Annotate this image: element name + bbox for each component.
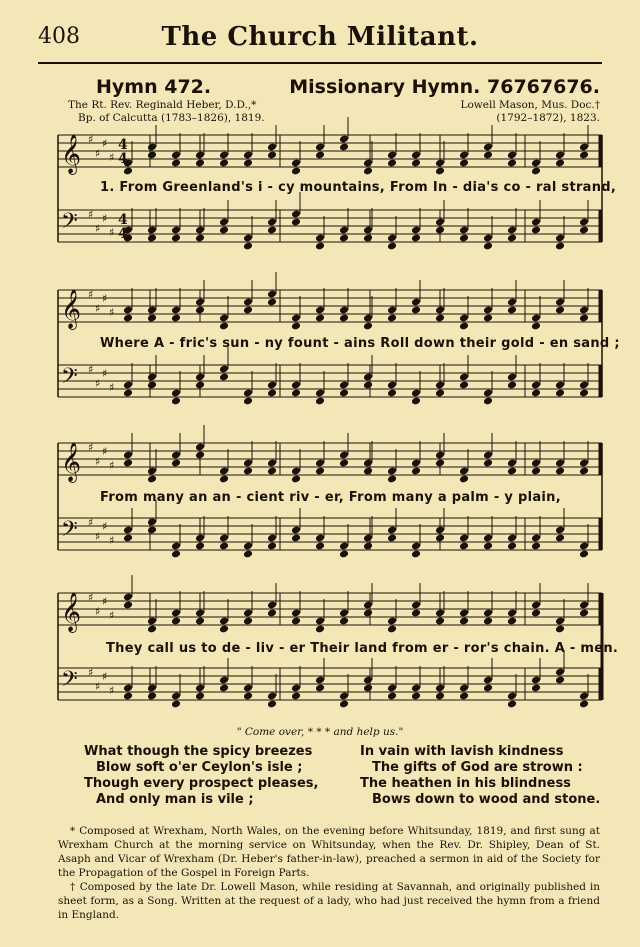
sharp-icon: ♯ xyxy=(109,534,115,547)
composer-line: Lowell Mason, Mus. Doc.† xyxy=(460,99,600,111)
note-head xyxy=(171,234,181,243)
note-head xyxy=(507,381,517,390)
note-head xyxy=(555,534,565,543)
note-head xyxy=(483,684,493,693)
note-head xyxy=(195,542,205,551)
note-head xyxy=(555,625,565,634)
note-head xyxy=(555,467,565,476)
note-head xyxy=(531,467,541,476)
refrain-quote: " Come over, * * * and help us." xyxy=(236,726,404,738)
note-head xyxy=(579,226,589,235)
verse-line: In vain with lavish kindness xyxy=(360,744,564,759)
note-head xyxy=(363,167,373,176)
sharp-icon: ♯ xyxy=(109,381,115,394)
note-head xyxy=(147,381,157,390)
note-head xyxy=(195,617,205,626)
sharp-icon: ♯ xyxy=(88,516,94,529)
note-head xyxy=(267,542,277,551)
note-head xyxy=(435,226,445,235)
note-head xyxy=(483,242,493,251)
lyric-line-1: 1. From Greenland's i - cy mountains, From In - dia's co - ral strand, xyxy=(100,180,617,195)
note-head xyxy=(507,306,517,315)
note-head xyxy=(579,151,589,160)
note-head xyxy=(435,692,445,701)
note-head xyxy=(315,542,325,551)
note-head xyxy=(123,601,133,610)
lyric-line-4: They call us to de - liv - er Their land from er - ror's chain. A - men. xyxy=(106,641,619,656)
note-head xyxy=(219,475,229,484)
sharp-icon: ♯ xyxy=(109,226,115,239)
note-head xyxy=(195,234,205,243)
note-head xyxy=(267,467,277,476)
hymn-number: Hymn 472. xyxy=(96,76,212,98)
note-head xyxy=(219,625,229,634)
sharp-icon: ♯ xyxy=(95,147,101,160)
note-head xyxy=(579,700,589,709)
note-head xyxy=(291,692,301,701)
note-head xyxy=(411,550,421,559)
sharp-icon: ♯ xyxy=(88,591,94,604)
note-head xyxy=(291,322,301,331)
verse-left xyxy=(84,744,318,808)
bass-clef-icon: 𝄢 xyxy=(61,209,78,239)
note-head xyxy=(243,467,253,476)
sharp-icon: ♯ xyxy=(88,441,94,454)
sharp-icon: ♯ xyxy=(109,459,115,472)
note-head xyxy=(267,151,277,160)
note-head xyxy=(171,159,181,168)
note-head xyxy=(363,542,373,551)
note-head xyxy=(579,314,589,323)
note-head xyxy=(339,617,349,626)
note-head xyxy=(411,159,421,168)
author-line: The Rt. Rev. Reginald Heber, D.D.,* xyxy=(68,99,257,111)
note-head xyxy=(315,625,325,634)
time-signature: 4 xyxy=(118,212,128,228)
note-head xyxy=(483,397,493,406)
treble-clef-icon: 𝄞 xyxy=(61,592,82,632)
note-head xyxy=(267,226,277,235)
bass-clef-icon: 𝄢 xyxy=(61,517,78,547)
note-head xyxy=(531,322,541,331)
sharp-icon: ♯ xyxy=(102,520,108,533)
note-head xyxy=(459,381,469,390)
note-head xyxy=(339,700,349,709)
note-head xyxy=(363,234,373,243)
note-head xyxy=(291,389,301,398)
note-head xyxy=(243,306,253,315)
note-head xyxy=(339,550,349,559)
note-head xyxy=(459,542,469,551)
note-head xyxy=(171,314,181,323)
note-head xyxy=(147,526,157,535)
sharp-icon: ♯ xyxy=(88,208,94,221)
note-head xyxy=(387,242,397,251)
note-head xyxy=(387,692,397,701)
sharp-icon: ♯ xyxy=(102,212,108,225)
note-head xyxy=(267,700,277,709)
note-head xyxy=(411,467,421,476)
sharp-icon: ♯ xyxy=(102,445,108,458)
note-head xyxy=(171,550,181,559)
note-head xyxy=(315,242,325,251)
verse-line: And only man is vile ; xyxy=(96,792,254,807)
note-head xyxy=(123,534,133,543)
sharp-icon: ♯ xyxy=(95,605,101,618)
time-signature: 4 xyxy=(118,226,128,242)
note-head xyxy=(531,389,541,398)
note-head xyxy=(363,609,373,618)
bass-clef-icon: 𝄢 xyxy=(61,667,78,697)
note-head xyxy=(195,692,205,701)
note-head xyxy=(243,242,253,251)
note-head xyxy=(483,542,493,551)
note-head xyxy=(219,226,229,235)
note-head xyxy=(435,314,445,323)
note-head xyxy=(315,397,325,406)
verse-line: Though every prospect pleases, xyxy=(84,776,319,791)
note-head xyxy=(267,609,277,618)
note-head xyxy=(507,467,517,476)
note-head xyxy=(579,467,589,476)
note-head xyxy=(171,397,181,406)
note-head xyxy=(291,475,301,484)
sharp-icon: ♯ xyxy=(88,288,94,301)
note-head xyxy=(123,167,133,176)
note-head xyxy=(387,389,397,398)
note-head xyxy=(339,314,349,323)
note-head xyxy=(507,542,517,551)
sharp-icon: ♯ xyxy=(102,367,108,380)
composer-line: (1792–1872), 1823. xyxy=(496,112,600,124)
note-head xyxy=(123,389,133,398)
treble-clef-icon: 𝄞 xyxy=(61,289,82,329)
note-head xyxy=(339,234,349,243)
verse-line: The heathen in his blindness xyxy=(360,776,571,791)
note-head xyxy=(315,467,325,476)
note-head xyxy=(531,684,541,693)
note-head xyxy=(147,314,157,323)
sharp-icon: ♯ xyxy=(102,670,108,683)
note-head xyxy=(555,389,565,398)
note-head xyxy=(123,692,133,701)
note-head xyxy=(531,167,541,176)
note-head xyxy=(555,306,565,315)
note-head xyxy=(507,617,517,626)
note-head xyxy=(531,609,541,618)
footnotes xyxy=(58,824,600,922)
sharp-icon: ♯ xyxy=(95,530,101,543)
verse-line: What though the spicy breezes xyxy=(84,744,313,759)
note-head xyxy=(387,475,397,484)
note-head xyxy=(219,322,229,331)
note-head xyxy=(123,314,133,323)
verse-right xyxy=(360,744,600,808)
note-head xyxy=(555,159,565,168)
note-head xyxy=(483,459,493,468)
sharp-icon: ♯ xyxy=(109,151,115,164)
time-signature: 4 xyxy=(118,151,128,167)
note-head xyxy=(219,684,229,693)
note-head xyxy=(243,692,253,701)
sharp-icon: ♯ xyxy=(95,377,101,390)
note-head xyxy=(363,322,373,331)
note-head xyxy=(147,151,157,160)
sharp-icon: ♯ xyxy=(95,680,101,693)
note-head xyxy=(555,242,565,251)
note-head xyxy=(243,550,253,559)
note-head xyxy=(459,475,469,484)
verse-line: The gifts of God are strown : xyxy=(372,760,583,775)
note-head xyxy=(435,167,445,176)
note-head xyxy=(387,159,397,168)
note-head xyxy=(363,467,373,476)
footnote: * Composed at Wrexham, North Wales, on the evening before Whitsunday, 1819, and first sung at Wrexham Church at the morning service on Whitsunday, when the Rev. Dr. Shipley, Dean of St. Asaph and Vicar of Wrexham (Dr. Heber's father-in-law), preached a sermon in aid of the Society for the Propagation of the Gospel in Foreign Parts. xyxy=(58,825,600,879)
note-head xyxy=(147,234,157,243)
note-head xyxy=(387,534,397,543)
note-head xyxy=(339,389,349,398)
note-head xyxy=(291,218,301,227)
sharp-icon: ♯ xyxy=(88,363,94,376)
note-head xyxy=(435,534,445,543)
note-head xyxy=(531,226,541,235)
time-signature: 4 xyxy=(118,137,128,153)
note-head xyxy=(291,534,301,543)
note-head xyxy=(507,234,517,243)
note-head xyxy=(291,167,301,176)
note-head xyxy=(171,459,181,468)
note-head xyxy=(315,684,325,693)
sharp-icon: ♯ xyxy=(109,609,115,622)
note-head xyxy=(411,234,421,243)
note-head xyxy=(411,306,421,315)
note-head xyxy=(267,298,277,307)
note-head xyxy=(195,451,205,460)
note-head xyxy=(483,314,493,323)
lyric-line-3: From many an an - cient riv - er, From many a palm - y plain, xyxy=(100,490,561,505)
note-head xyxy=(507,159,517,168)
note-head xyxy=(363,684,373,693)
note-head xyxy=(459,617,469,626)
note-head xyxy=(579,609,589,618)
note-head xyxy=(435,617,445,626)
note-head xyxy=(243,159,253,168)
sharp-icon: ♯ xyxy=(109,306,115,319)
bass-clef-icon: 𝄢 xyxy=(61,364,78,394)
note-head xyxy=(195,159,205,168)
note-head xyxy=(219,159,229,168)
sharp-icon: ♯ xyxy=(102,292,108,305)
note-head xyxy=(339,459,349,468)
treble-clef-icon: 𝄞 xyxy=(61,134,82,174)
running-title: The Church Militant. xyxy=(161,22,479,52)
note-head xyxy=(531,542,541,551)
note-head xyxy=(147,475,157,484)
note-head xyxy=(195,306,205,315)
note-head xyxy=(315,314,325,323)
note-head xyxy=(339,143,349,152)
verse-line: Bows down to wood and stone. xyxy=(372,792,601,807)
note-head xyxy=(483,617,493,626)
note-head xyxy=(459,692,469,701)
note-head xyxy=(459,159,469,168)
note-head xyxy=(147,692,157,701)
note-head xyxy=(411,609,421,618)
note-head xyxy=(387,625,397,634)
page-number: 408 xyxy=(38,24,80,49)
lyric-line-2: Where A - fric's sun - ny fount - ains Roll down their gold - en sand ; xyxy=(100,336,620,351)
note-head xyxy=(291,617,301,626)
note-head xyxy=(267,389,277,398)
sharp-icon: ♯ xyxy=(95,455,101,468)
footnote: † Composed by the late Dr. Lowell Mason, while residing at Savannah, and originally published in sheet form, as a Song. Written at the request of a lady, who had just received the hymn from a friend in England. xyxy=(58,881,600,921)
note-head xyxy=(219,542,229,551)
sharp-icon: ♯ xyxy=(109,684,115,697)
note-head xyxy=(219,373,229,382)
sharp-icon: ♯ xyxy=(95,222,101,235)
note-head xyxy=(195,381,205,390)
sharp-icon: ♯ xyxy=(95,302,101,315)
note-head xyxy=(315,151,325,160)
note-head xyxy=(147,625,157,634)
note-head xyxy=(363,381,373,390)
note-head xyxy=(435,389,445,398)
note-head xyxy=(411,397,421,406)
note-head xyxy=(171,617,181,626)
note-head xyxy=(483,151,493,160)
author-line: Bp. of Calcutta (1783–1826), 1819. xyxy=(78,112,265,124)
note-head xyxy=(435,459,445,468)
sharp-icon: ♯ xyxy=(102,595,108,608)
note-head xyxy=(579,389,589,398)
note-head xyxy=(555,676,565,685)
sharp-icon: ♯ xyxy=(88,666,94,679)
note-head xyxy=(507,700,517,709)
note-head xyxy=(411,692,421,701)
note-head xyxy=(387,314,397,323)
verse-line: Blow soft o'er Ceylon's isle ; xyxy=(96,760,303,775)
note-head xyxy=(579,550,589,559)
sharp-icon: ♯ xyxy=(102,137,108,150)
sharp-icon: ♯ xyxy=(88,133,94,146)
hymn-tune: Missionary Hymn. 76767676. xyxy=(289,76,600,98)
treble-clef-icon: 𝄞 xyxy=(61,442,82,482)
note-head xyxy=(459,234,469,243)
note-head xyxy=(171,700,181,709)
note-head xyxy=(123,459,133,468)
note-head xyxy=(459,322,469,331)
note-head xyxy=(243,397,253,406)
note-head xyxy=(243,617,253,626)
